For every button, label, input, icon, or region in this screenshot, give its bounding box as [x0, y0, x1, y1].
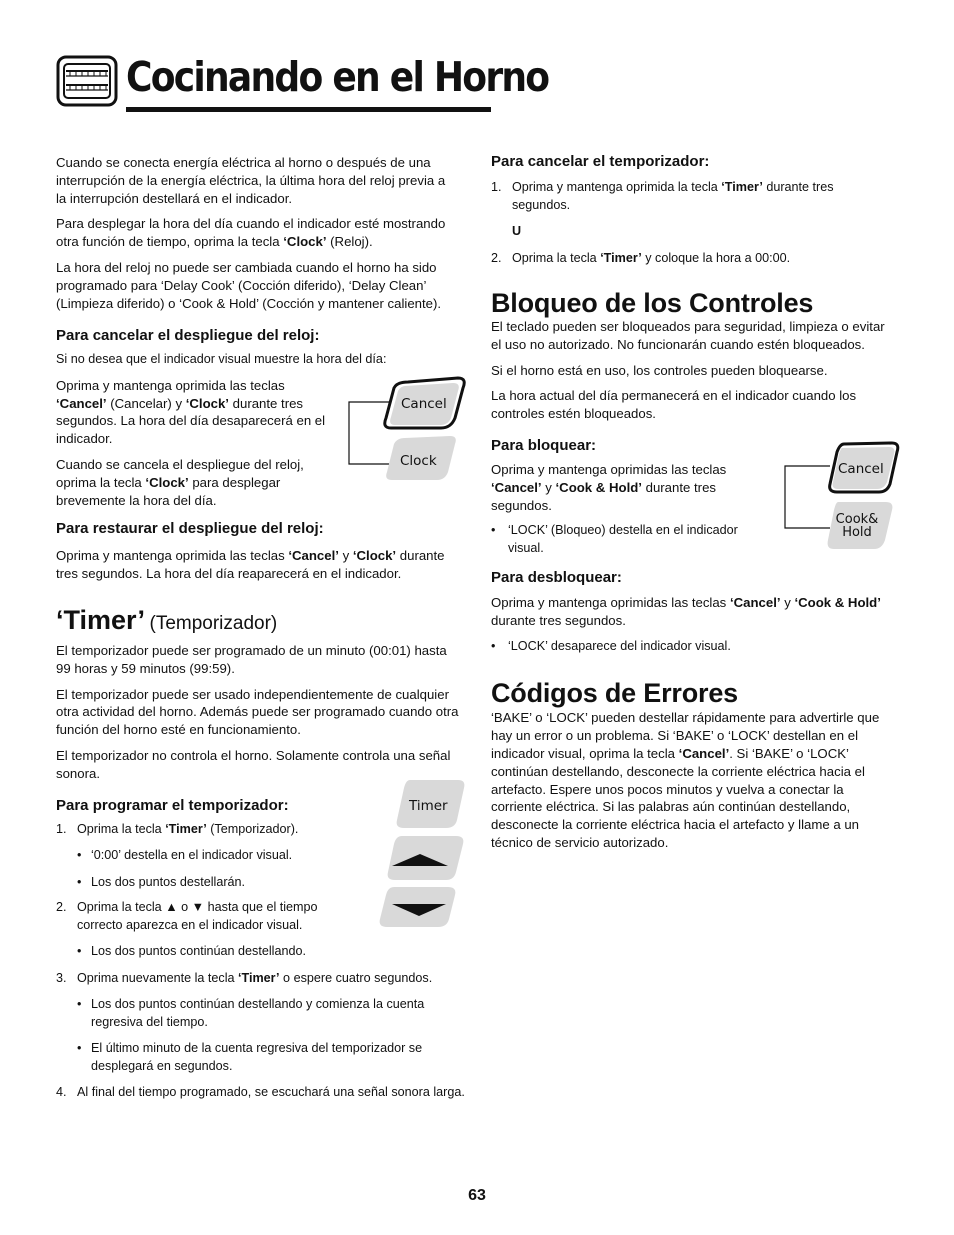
program-step-4: 4. Al final del tiempo programado, se escuchará una señal sonora larga. — [56, 1085, 465, 1100]
up-arrow-icon: ▲ — [165, 900, 178, 915]
lock-p3: La hora actual del día permanecerá en el indicador cuando los controles estén bloqueados. — [491, 388, 857, 422]
program-step-1-bullet-2: • Los dos puntos destellarán. — [77, 874, 246, 889]
lock-heading: Para bloquear: — [491, 436, 597, 454]
program-step-3: 3. Oprima nuevamente la tecla ‘Timer’ o espere cuatro segundos. — [56, 970, 433, 985]
cancel-cookhold-keys-illustration — [782, 440, 902, 554]
oven-icon — [56, 55, 118, 107]
timer-key-label: Timer — [409, 798, 448, 814]
timer-title — [56, 605, 466, 640]
cancel-display-p2: Oprima y mantenga oprimida las teclas ‘Cancel’ (Cancelar) y ‘Clock’ durante tres segundos. La hora del día desaparecerá en el indicador. — [56, 377, 326, 447]
cancel-timer-or: U — [512, 224, 522, 238]
program-step-3-bullet-2: • El último minuto de la cuenta regresiva del temporizador se desplegará en segundos. — [77, 1041, 423, 1073]
timer-p3: El temporizador no controla el horno. Solamente controla una señal sonora. — [56, 748, 451, 781]
lock-bullet: • ‘LOCK’ (Bloqueo) destella en el indicador visual. — [491, 523, 738, 555]
program-step-1: 1. Oprima la tecla ‘Timer’ (Temporizador). — [56, 821, 299, 836]
errors-paragraph: ‘BAKE’ o ‘LOCK’ pueden destellar rápidamente para advertirle que hay un error o un problema. Si ‘BAKE’ o ‘LOCK’ destellan en el indicador visual, oprima la tecla ‘Cancel’. Si ‘BAKE’ o ‘LOCK’ continúan destellando, desconecte la corriente eléctrica hacia el artefacto. Espere unos pocos minutos y vuelva a conectar la corriente eléctrica. Si las palabras aún continúan destellando, desconecte la corriente eléctrica hacia el artefacto y llame a un técnico de servicio autorizado. — [491, 710, 880, 851]
restore-display-p: Oprima y mantenga oprimida las teclas ‘Cancel’ y ‘Clock’ durante tres segundos. La hora del día reaparecerá en el indicador. — [56, 548, 445, 582]
left-column — [56, 154, 466, 1102]
unlock-heading: Para desbloquear: — [491, 569, 622, 587]
intro-paragraph-3: La hora del reloj no puede ser cambiada cuando el horno ha sido programado para ‘Delay Cook’ (Cocción diferido), ‘Delay Clean’ (Limpieza diferido) o ‘Cook & Hold’ (Cocción y mantener caliente). — [56, 259, 442, 311]
cancel-timer-heading: Para cancelar el temporizador: — [491, 153, 710, 170]
intro-paragraph-1: Cuando se conecta energía eléctrica al horno o después de una interrupción de la energía eléctrica, la última hora del reloj previa a la interrupción destellará en el indicador. — [56, 155, 446, 206]
cook-hold-key-label: Cook& Hold — [835, 512, 879, 540]
timer-keys-illustration — [376, 778, 468, 930]
timer-p2: El temporizador puede ser usado independientemente de cualquier otra actividad del horno. Además puede ser programado cuando otra función del horno esté en funcionamiento. — [56, 686, 459, 738]
lock-p2: Si el horno está en uso, los controles pueden bloquearse. — [491, 362, 828, 378]
unlock-bullet: • ‘LOCK’ desaparece del indicador visual. — [491, 638, 731, 653]
cancel-timer-step-1: 1. Oprima y mantenga oprimida la tecla ‘Timer’ durante tres segundos. — [491, 180, 834, 212]
page-number: 63 — [468, 1187, 486, 1204]
program-step-3-bullet-1: • Los dos puntos continúan destellando y comienza la cuenta regresiva del tiempo. — [77, 997, 425, 1029]
timer-title-sub: (Temporizador) — [149, 613, 278, 635]
lock-title: Bloqueo de los Controles — [491, 288, 814, 318]
lock-p1: El teclado pueden ser bloqueados para seguridad, limpieza o evitar el uso no autorizado. No funcionarán cuando estén bloqueados. — [491, 319, 885, 352]
timer-p1: El temporizador puede ser programado de un minuto (00:01) hasta 99 horas y 59 minutos (99:59). — [56, 643, 447, 676]
restore-display-heading: Para restaurar el despliegue del reloj: — [56, 520, 324, 538]
cancel-display-p1: Si no desea que el indicador visual muestre la hora del día: — [56, 352, 387, 367]
cancel-clock-keys-illustration — [345, 374, 470, 490]
page-title: Cocinando en el Horno — [126, 53, 549, 101]
cancel-display-p3: Cuando se cancela el despliegue del reloj, oprima la tecla ‘Clock’ para desplegar brevemente la hora del día. — [56, 457, 304, 508]
clock-key-label: Clock — [400, 453, 437, 469]
cancel-display-heading: Para cancelar el despliegue del reloj: — [56, 327, 320, 345]
lock-instructions: Oprima y mantenga oprimidas las teclas ‘Cancel’ y ‘Cook & Hold’ durante tres segundos. — [491, 461, 727, 513]
cancel-key-label: Cancel — [401, 396, 447, 412]
timer-title-main: ‘Timer’ — [56, 605, 146, 636]
program-step-1-bullet-1: • ‘0:00’ destella en el indicador visual. — [77, 848, 293, 863]
program-timer-heading: Para programar el temporizador: — [56, 796, 289, 814]
intro-paragraph-2: Para desplegar la hora del día cuando el indicador esté mostrando otra función de tiempo, oprima la tecla ‘Clock’ (Reloj). — [56, 216, 446, 250]
lock-cancel-key-label: Cancel — [838, 461, 884, 477]
down-arrow-icon: ▼ — [191, 900, 205, 915]
cancel-timer-step-2: 2. Oprima la tecla ‘Timer’ y coloque la hora a 00:00. — [491, 250, 791, 265]
errors-title: Códigos de Errores — [491, 678, 738, 709]
title-underline — [126, 107, 491, 112]
unlock-instructions: Oprima y mantenga oprimidas las teclas ‘Cancel’ y ‘Cook & Hold’ durante tres segundos. — [491, 595, 881, 629]
program-step-2: 2. Oprima la tecla ▲ o ▼ hasta que el tiempo correcto aparezca en el indicador visual. — [56, 900, 318, 932]
program-step-2-bullet-1: • Los dos puntos continúan destellando. — [77, 944, 306, 959]
